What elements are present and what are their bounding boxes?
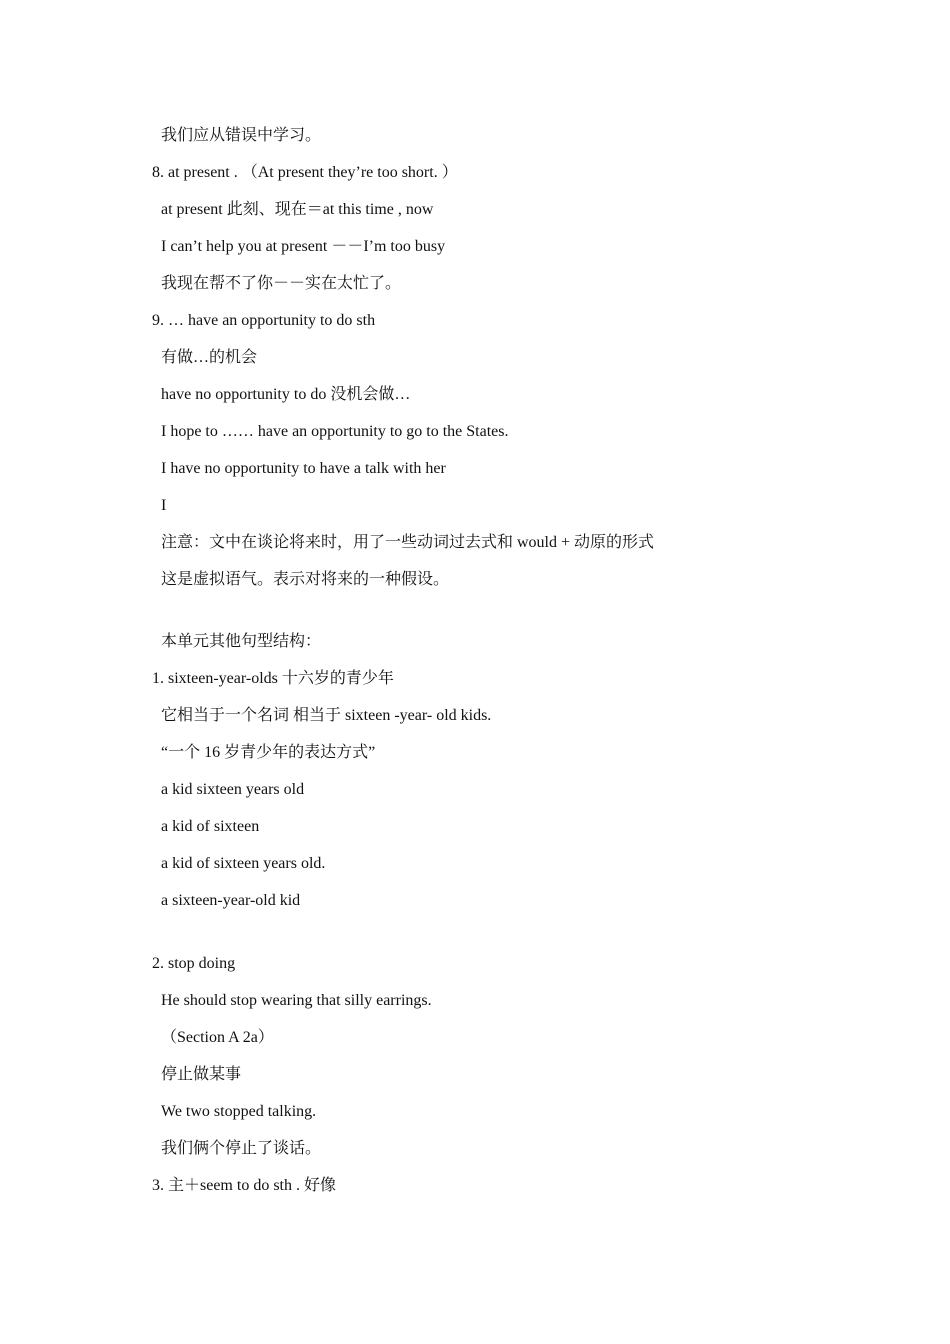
item-heading: 3. 主＋seem to do sth . 好像	[152, 1177, 336, 1194]
item-heading: 2. stop doing	[152, 955, 236, 972]
text-line: I hope to …… have an opportunity to go to the States.	[161, 423, 509, 440]
text-line: a kid of sixteen years old.	[161, 855, 326, 872]
note-line: 这是虚拟语气。表示对将来的一种假设。	[161, 571, 450, 588]
note-line: 注意：文中在谈论将来时，用了一些动词过去式和 would + 动原的形式	[161, 534, 655, 551]
item-heading: 8. at present . （At present they’re too short. ）	[152, 164, 458, 181]
text-line: a sixteen-year-old kid	[161, 892, 301, 909]
text-line: 有做…的机会	[161, 349, 258, 366]
text-line: We two stopped talking.	[161, 1103, 317, 1120]
text-line: I can’t help you at present －－I’m too busy	[161, 238, 446, 255]
item-heading: 9. … have an opportunity to do sth	[152, 312, 376, 329]
text-line: 它相当于一个名词 相当于 sixteen -year- old kids.	[161, 707, 492, 724]
text-line: 我们应从错误中学习。	[161, 127, 322, 144]
text-line: I	[161, 497, 167, 514]
text-line: at present 此刻、现在＝at this time , now	[161, 201, 434, 218]
text-line: a kid sixteen years old	[161, 781, 305, 798]
text-line: a kid of sixteen	[161, 818, 260, 835]
text-line: 停止做某事	[161, 1066, 242, 1083]
text-line: “一个 16 岁青少年的表达方式”	[161, 744, 376, 761]
text-line: 我们俩个停止了谈话。	[161, 1140, 322, 1157]
text-line: have no opportunity to do 没机会做…	[161, 386, 411, 403]
item-heading: 1. sixteen-year-olds 十六岁的青少年	[152, 670, 394, 687]
text-line: （Section A 2a）	[161, 1029, 274, 1046]
text-line: He should stop wearing that silly earrings.	[161, 992, 432, 1009]
text-line: 我现在帮不了你－－实在太忙了。	[161, 275, 402, 292]
text-line: I have no opportunity to have a talk with her	[161, 460, 446, 477]
section-heading: 本单元其他句型结构：	[161, 633, 322, 650]
